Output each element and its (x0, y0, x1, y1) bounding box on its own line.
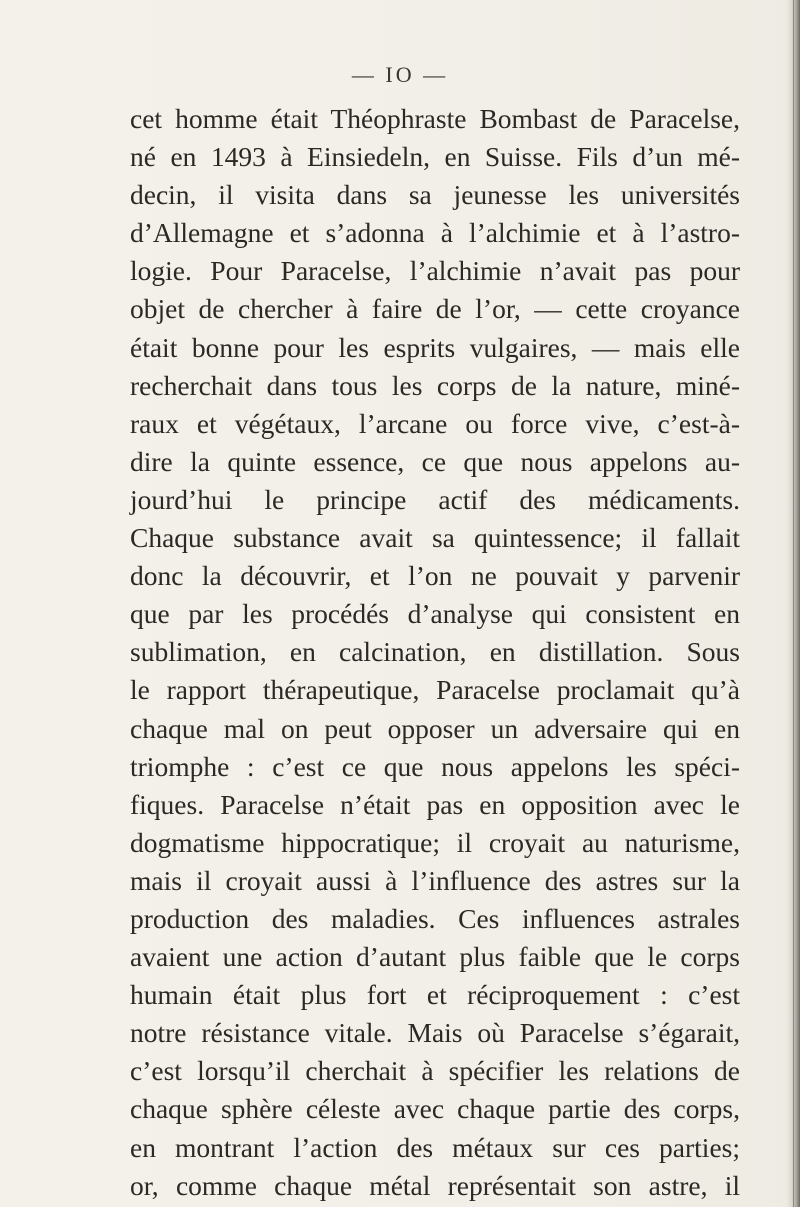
text-line: logie. Pour Paracelse, l’alchimie n’avait pas pour (130, 255, 740, 287)
text-line: né en 1493 à Einsiedeln, en Suisse. Fils d’un mé- (130, 141, 740, 173)
text-line: jourd’hui le principe actif des médicaments. (130, 483, 740, 515)
text-line: chaque sphère céleste avec chaque partie des corps, (130, 1093, 740, 1125)
text-line: raux et végétaux, l’arcane ou force vive, c’est-à- (130, 407, 740, 439)
text-line: fiques. Paracelse n’était pas en opposition avec le (130, 788, 740, 820)
body-text (130, 100, 740, 1205)
text-line: or, comme chaque métal représentait son astre, il (130, 1169, 740, 1201)
text-line: d’Allemagne et s’adonna à l’alchimie et à l’astro- (130, 217, 740, 249)
text-line: triomphe : c’est ce que nous appelons les spéci- (130, 750, 740, 782)
page-number: — IO — (351, 62, 449, 87)
text-line: donc la découvrir, et l’on ne pouvait y parvenir (130, 560, 740, 592)
text-line: dire la quinte essence, ce que nous appelons au- (130, 445, 740, 477)
text-line: production des maladies. Ces influences astrales (130, 902, 740, 934)
page-edge-line (793, 0, 794, 1207)
text-line: recherchait dans tous les corps de la nature, miné- (130, 369, 740, 401)
text-line: en montrant l’action des métaux sur ces parties; (130, 1131, 740, 1163)
text-line: objet de chercher à faire de l’or, — cette croyance (130, 293, 740, 325)
text-line: avaient une action d’autant plus faible que le corps (130, 941, 740, 973)
text-line: dogmatisme hippocratique; il croyait au naturisme, (130, 826, 740, 858)
text-line: Chaque substance avait sa quintessence; il fallait (130, 522, 740, 554)
text-line: cet homme était Théophraste Bombast de Paracelse, (130, 103, 740, 134)
text-line: mais il croyait aussi à l’influence des astres sur la (130, 864, 740, 896)
text-line: que par les procédés d’analyse qui consistent en (130, 598, 740, 630)
text-line: decin, il visita dans sa jeunesse les universités (130, 179, 740, 211)
text-line: sublimation, en calcination, en distillation. Sous (130, 636, 740, 668)
text-line: chaque mal on peut opposer un adversaire qui en (130, 712, 740, 744)
text-line: était bonne pour les esprits vulgaires, — mais elle (130, 331, 740, 363)
text-line: c’est lorsqu’il cherchait à spécifier les relations de (130, 1055, 740, 1087)
text-line: notre résistance vitale. Mais où Paracelse s’égarait, (130, 1017, 740, 1049)
text-line: le rapport thérapeutique, Paracelse proclamait qu’à (130, 674, 740, 706)
text-line: humain était plus fort et réciproquement : c’est (130, 979, 740, 1011)
